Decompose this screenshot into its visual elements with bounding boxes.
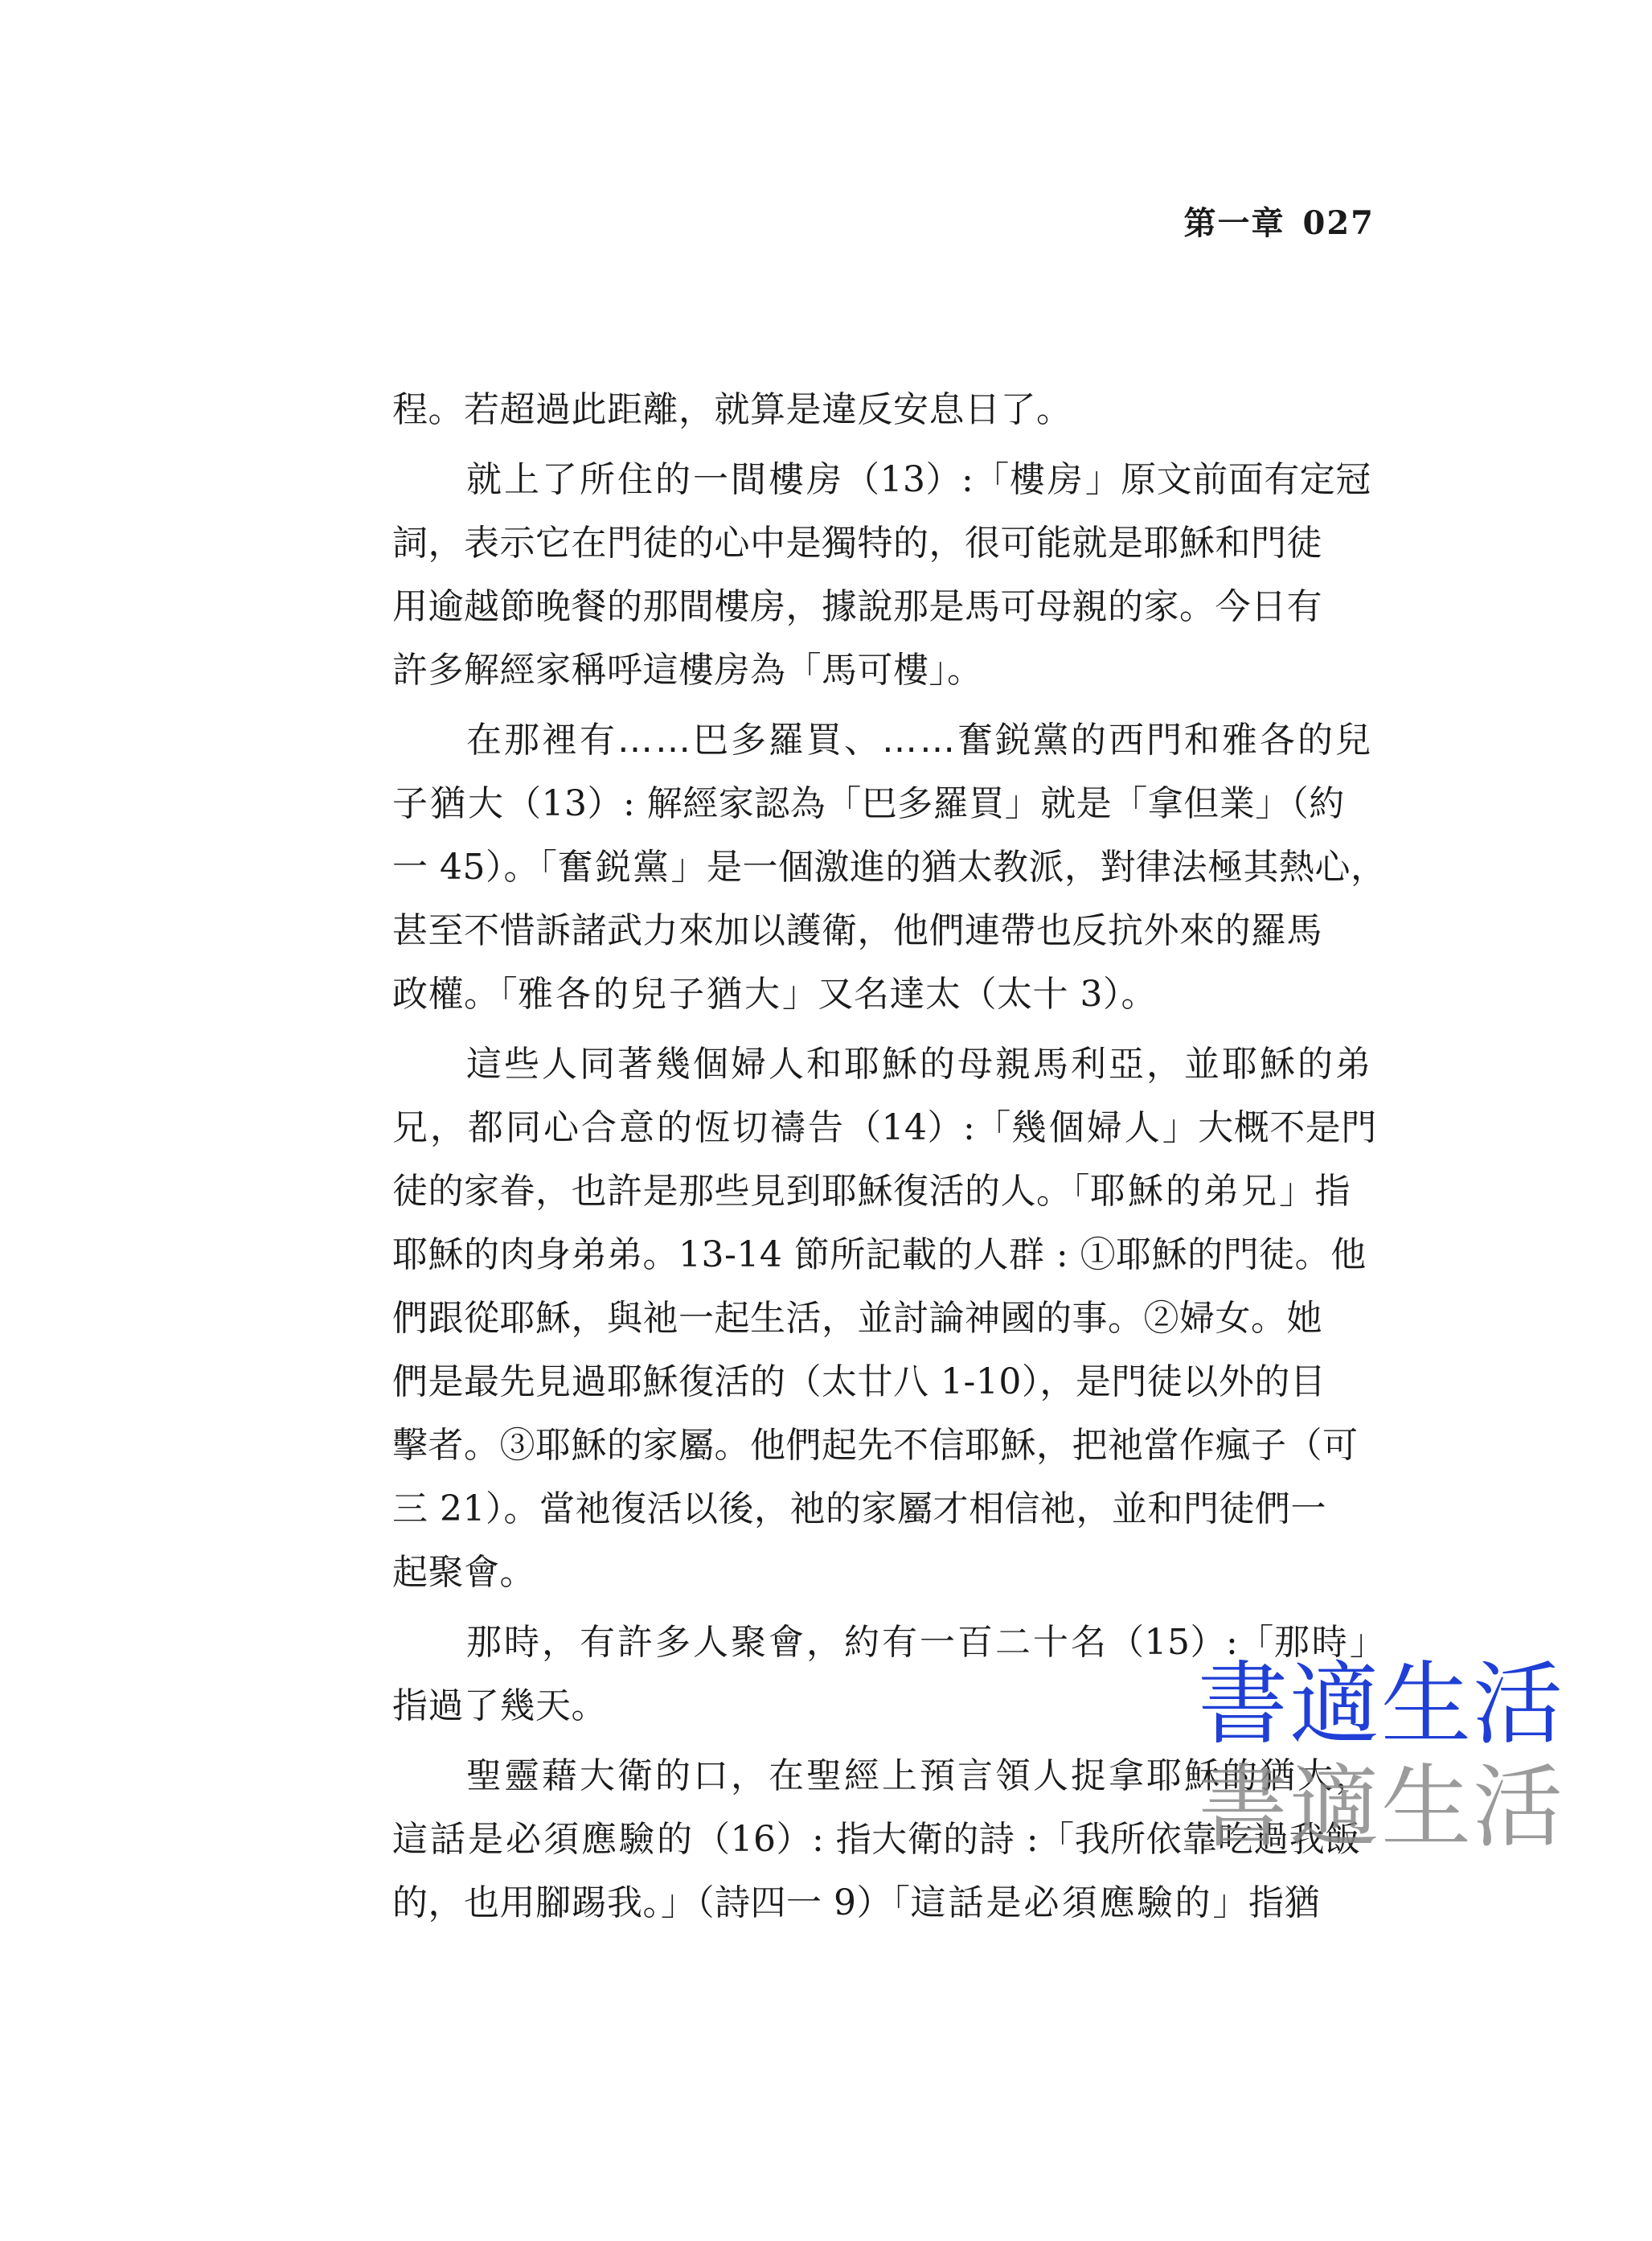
text-line <box>392 772 1349 835</box>
commentary-text: 起聚會。 <box>392 1552 535 1593</box>
text-line <box>392 1159 1349 1223</box>
scripture-quote: 那時，有許多人聚會，約有一百二十名 <box>466 1622 1109 1663</box>
commentary-text: 詞，表示它在門徒的心中是獨特的，很可能就是耶穌和門徒 <box>392 523 1322 564</box>
commentary-text: （16）: 指大衛的詩 :「我所依靠吃過我飯 <box>695 1819 1361 1860</box>
commentary-text: 」 <box>1349 1622 1386 1663</box>
paragraph-first-line <box>392 448 1371 511</box>
scripture-quote: 雅各的兒子猶大 <box>518 974 782 1015</box>
commentary-text: 耶穌的肉身弟弟。13-14 節所記載的人群 : ①耶穌的門徒。他 <box>392 1234 1367 1275</box>
commentary-text: 的，也用腳踢我。」（詩四一 9）「 <box>392 1882 911 1923</box>
scripture-quote: 那時 <box>1273 1622 1350 1663</box>
scripture-quote: 奮鋭黨 <box>557 847 671 888</box>
text-line <box>392 1350 1349 1414</box>
text-line <box>392 1541 1349 1604</box>
scripture-quote: 就上了所住的一間樓房 <box>466 459 844 500</box>
commentary-text: 程。若超過此距離，就算是違反安息日了。 <box>392 389 1072 430</box>
text-line <box>392 1414 1359 1477</box>
scripture-quote: 聖靈藉大衛的口，在聖經上預言領人捉拿耶穌的猶大， <box>466 1755 1373 1796</box>
chapter-title: 第一章 <box>1183 204 1285 242</box>
commentary-text: 」指猶 <box>1212 1882 1320 1923</box>
scripture-quote: 兄，都同心合意的恆切禱告 <box>392 1107 846 1148</box>
commentary-text: 用逾越節晚餐的那間樓房，據說那是馬可母親的家。今日有 <box>392 586 1322 627</box>
text-line <box>392 899 1349 962</box>
text-line <box>392 835 1387 899</box>
commentary-text: 三 21）。當祂復活以後，祂的家屬才相信祂，並和門徒們一 <box>392 1488 1326 1529</box>
commentary-text: 甚至不惜訴諸武力來加以護衛，他們連帶也反抗外來的羅馬 <box>392 910 1322 951</box>
text-line <box>392 1287 1349 1350</box>
text-line <box>392 638 1349 702</box>
text-line <box>392 511 1349 575</box>
scripture-quote: 這些人同著幾個婦人和耶穌的母親馬利亞，並耶穌的弟 <box>466 1044 1373 1085</box>
scripture-quote: 樓房 <box>1009 459 1085 500</box>
page-number: 027 <box>1302 204 1375 242</box>
watermark-secondary: 書適生活 <box>1198 1755 1564 1860</box>
commentary-text: 」原文前面有定冠 <box>1084 459 1371 500</box>
commentary-text: 一 45）。「 <box>392 847 558 888</box>
commentary-text: 」又名達太（太十 3）。 <box>782 974 1157 1015</box>
paragraph-first-line <box>392 708 1373 772</box>
scripture-quote: 子猶大 <box>392 783 506 824</box>
text-line <box>392 962 1349 1026</box>
text-line <box>392 1096 1377 1159</box>
scripture-quote: 這話是必須應驗的 <box>392 1819 695 1860</box>
commentary-text: 政權。「 <box>392 974 518 1015</box>
running-header <box>1045 199 1375 248</box>
text-line <box>392 378 1349 441</box>
scripture-quote: 幾個婦人 <box>1010 1107 1162 1148</box>
commentary-text: 指過了幾天。 <box>392 1685 607 1726</box>
scripture-quote: 在那裡有……巴多羅買、……奮鋭黨的西門和雅各的兒 <box>466 720 1373 761</box>
text-line <box>392 575 1349 638</box>
commentary-text: 」指 <box>1279 1171 1351 1212</box>
paragraph-first-line <box>392 1032 1373 1096</box>
scripture-quote: 耶穌的弟兄 <box>1090 1171 1279 1212</box>
text-line <box>392 1477 1349 1541</box>
text-line <box>392 1871 1349 1935</box>
watermark-primary: 書適生活 <box>1198 1652 1564 1757</box>
commentary-text: （13）: 解經家認為「巴多羅買」就是「拿但業」（約 <box>506 783 1345 824</box>
commentary-text: 們是最先見過耶穌復活的（太廿八 1-10），是門徒以外的目 <box>392 1361 1326 1402</box>
commentary-text: （13）:「 <box>844 459 1010 500</box>
commentary-text: （14）:「 <box>846 1107 1011 1148</box>
commentary-text: 徒的家眷，也許是那些見到耶穌復活的人。「 <box>392 1171 1090 1212</box>
commentary-text: 」是一個激進的猶太教派，對律法極其熱心， <box>670 847 1387 888</box>
commentary-text: 許多解經家稱呼這樓房為「馬可樓」。 <box>392 650 983 691</box>
commentary-text: 們跟從耶穌，與祂一起生活，並討論神國的事。②婦女。她 <box>392 1298 1322 1339</box>
commentary-text: 擊者。③耶穌的家屬。他們起先不信耶穌，把祂當作瘋子（可 <box>392 1425 1359 1466</box>
commentary-text: 」大概不是門 <box>1162 1107 1377 1148</box>
text-line <box>392 1223 1367 1287</box>
commentary-text: （15）:「 <box>1109 1622 1274 1663</box>
scripture-quote: 這話是必須應驗的 <box>910 1882 1213 1923</box>
